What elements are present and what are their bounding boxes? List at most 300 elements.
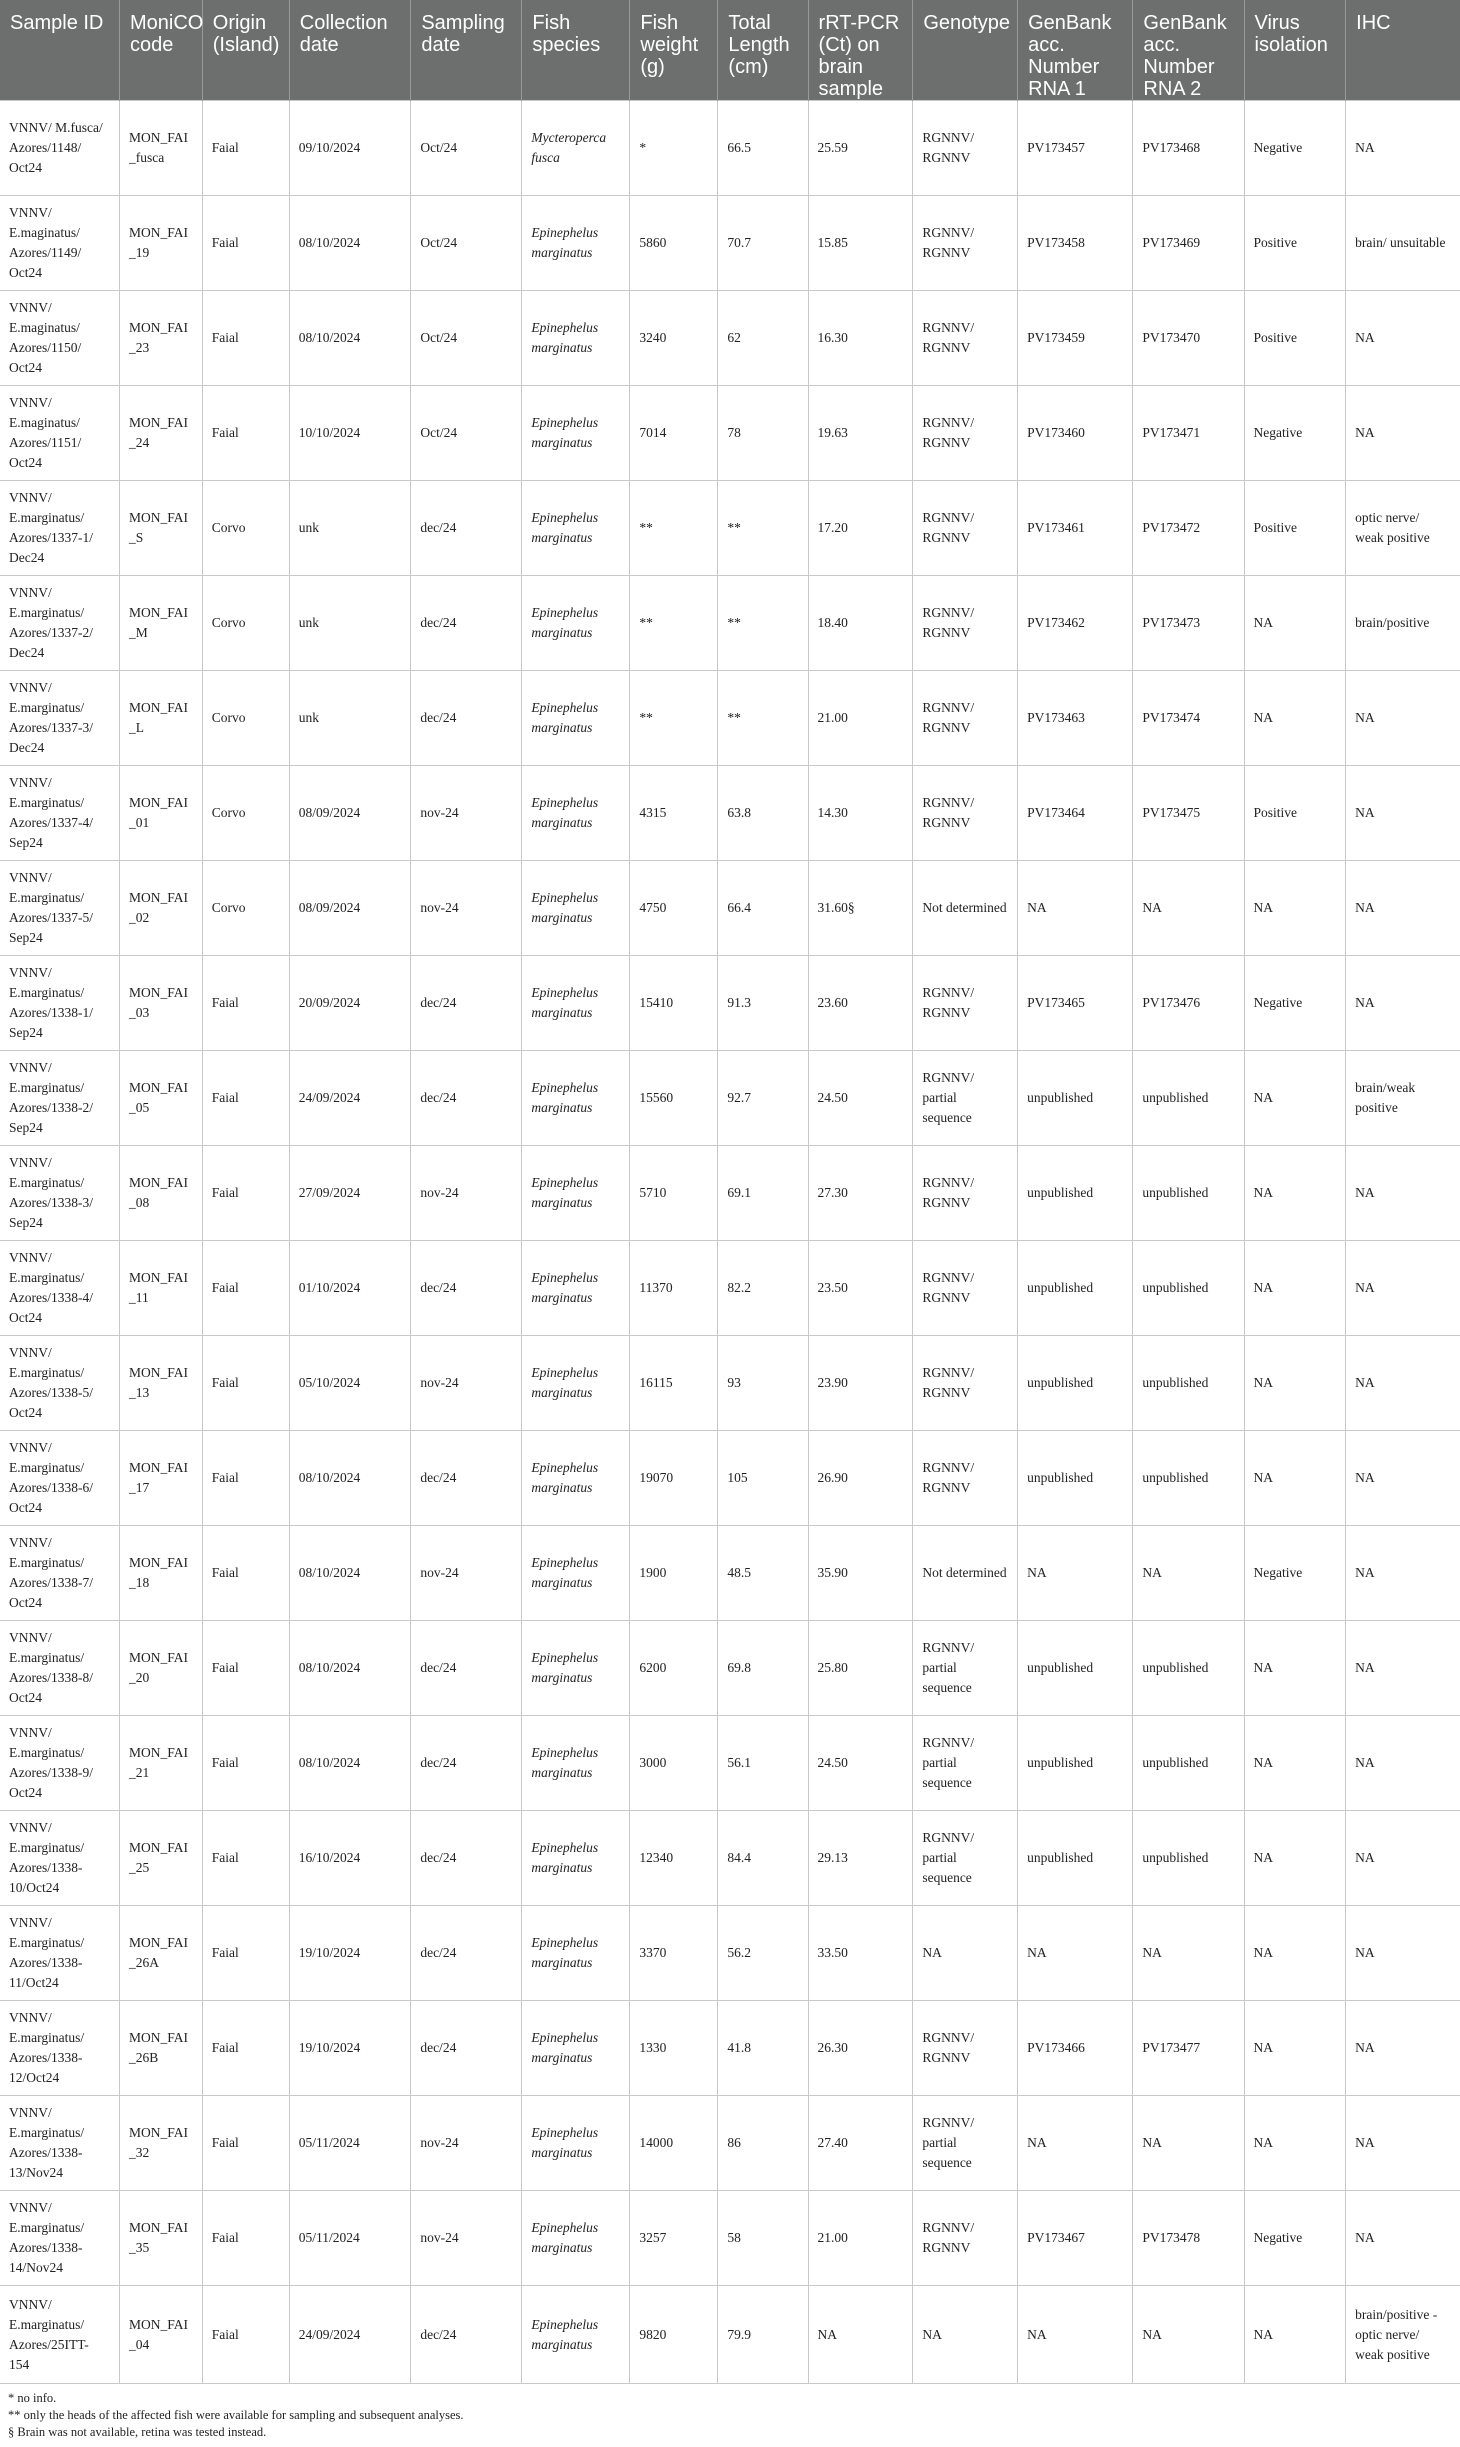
footnote: § Brain was not available, retina was tested instead. [8,2425,267,2439]
sampling-date-cell: dec/24 [411,1241,522,1336]
sampling-date-cell: Oct/24 [411,101,522,196]
collection-date-cell: 24/09/2024 [289,2286,411,2384]
species-cell: Epinephelus marginatus [522,2096,630,2191]
ihc-cell: NA [1346,1431,1460,1526]
species-cell: Epinephelus marginatus [522,1336,630,1431]
weight-cell: 3257 [630,2191,718,2286]
ct-cell: 23.50 [808,1241,913,1336]
ct-cell: 33.50 [808,1906,913,2001]
sampling-date-cell: nov-24 [411,2191,522,2286]
sample-id-cell: VNNV/ E.marginatus/ Azores/1337-3/ Dec24 [0,671,119,766]
genotype-cell: NA [913,2286,1018,2384]
weight-cell: 1900 [630,1526,718,1621]
ct-cell: 21.00 [808,671,913,766]
sampling-date-cell: nov-24 [411,766,522,861]
collection-date-cell: 08/10/2024 [289,291,411,386]
sampling-date-cell: dec/24 [411,2286,522,2384]
genotype-cell: RGNNV/ RGNNV [913,576,1018,671]
weight-cell: 4750 [630,861,718,956]
virus-isolation-cell: Negative [1244,1526,1346,1621]
col-header: Sampling date [411,0,522,101]
genotype-cell: Not determined [913,1526,1018,1621]
species-cell: Epinephelus marginatus [522,766,630,861]
sample-id-cell: VNNV/ E.marginatus/ Azores/1338- 11/Oct24 [0,1906,119,2001]
weight-cell: 16115 [630,1336,718,1431]
weight-cell: 19070 [630,1431,718,1526]
origin-cell: Faial [202,1906,289,2001]
rna1-cell: PV173466 [1018,2001,1133,2096]
ihc-cell: NA [1346,1336,1460,1431]
genotype-cell: RGNNV/ partial sequence [913,1621,1018,1716]
length-cell: 66.4 [718,861,808,956]
rna1-cell: PV173460 [1018,386,1133,481]
virus-isolation-cell: NA [1244,1336,1346,1431]
virus-isolation-cell: Negative [1244,101,1346,196]
rna1-cell: unpublished [1018,1716,1133,1811]
ct-cell: 14.30 [808,766,913,861]
rna2-cell: PV173471 [1133,386,1244,481]
rna1-cell: PV173461 [1018,481,1133,576]
virus-isolation-cell: NA [1244,576,1346,671]
sample-id-cell: VNNV/ E.marginatus/ Azores/1338- 12/Oct24 [0,2001,119,2096]
species-cell: Epinephelus marginatus [522,1051,630,1146]
length-cell: 58 [718,2191,808,2286]
genotype-cell: RGNNV/ RGNNV [913,766,1018,861]
rna1-cell: PV173467 [1018,2191,1133,2286]
rna1-cell: PV173458 [1018,196,1133,291]
monico-code-cell: MON_FAI_24 [119,386,202,481]
sampling-date-cell: dec/24 [411,2001,522,2096]
sampling-date-cell: nov-24 [411,2096,522,2191]
collection-date-cell: 05/10/2024 [289,1336,411,1431]
origin-cell: Corvo [202,861,289,956]
rna1-cell: unpublished [1018,1336,1133,1431]
species-cell: Epinephelus marginatus [522,196,630,291]
monico-code-cell: MON_FAI_32 [119,2096,202,2191]
sample-id-cell: VNNV/ E.marginatus/ Azores/1338-7/ Oct24 [0,1526,119,1621]
rna1-cell: unpublished [1018,1621,1133,1716]
length-cell: 92.7 [718,1051,808,1146]
rna2-cell: PV173478 [1133,2191,1244,2286]
weight-cell: 5860 [630,196,718,291]
sample-id-cell: VNNV/ E.marginatus/ Azores/1338-6/ Oct24 [0,1431,119,1526]
monico-code-cell: MON_FAI_13 [119,1336,202,1431]
sampling-date-cell: Oct/24 [411,196,522,291]
sample-id-cell: VNNV/ E.maginatus/ Azores/1151/ Oct24 [0,386,119,481]
monico-code-cell: MON_FAI_26B [119,2001,202,2096]
rna2-cell: unpublished [1133,1241,1244,1336]
rna1-cell: unpublished [1018,1431,1133,1526]
sampling-date-cell: dec/24 [411,1051,522,1146]
genotype-cell: RGNNV/ RGNNV [913,1336,1018,1431]
ct-cell: 23.60 [808,956,913,1051]
origin-cell: Faial [202,956,289,1051]
length-cell: 84.4 [718,1811,808,1906]
ct-cell: 19.63 [808,386,913,481]
monico-code-cell: MON_FAI_23 [119,291,202,386]
ct-cell: 18.40 [808,576,913,671]
length-cell: 93 [718,1336,808,1431]
origin-cell: Faial [202,1241,289,1336]
rna2-cell: PV173475 [1133,766,1244,861]
genotype-cell: RGNNV/ partial sequence [913,2096,1018,2191]
origin-cell: Faial [202,1051,289,1146]
genotype-cell: RGNNV/ partial sequence [913,1811,1018,1906]
rna2-cell: NA [1133,2286,1244,2384]
monico-code-cell: MON_FAI_11 [119,1241,202,1336]
genotype-cell: RGNNV/ RGNNV [913,291,1018,386]
genotype-cell: Not determined [913,861,1018,956]
rna2-cell: PV173469 [1133,196,1244,291]
monico-code-cell: MON_FAI_21 [119,1716,202,1811]
rna1-cell: unpublished [1018,1051,1133,1146]
ct-cell: 15.85 [808,196,913,291]
virus-isolation-cell: NA [1244,1716,1346,1811]
rna1-cell: unpublished [1018,1146,1133,1241]
genotype-cell: NA [913,1906,1018,2001]
weight-cell: 4315 [630,766,718,861]
sampling-date-cell: dec/24 [411,1811,522,1906]
weight-cell: 6200 [630,1621,718,1716]
sampling-date-cell: nov-24 [411,1526,522,1621]
collection-date-cell: 08/10/2024 [289,1431,411,1526]
rna2-cell: NA [1133,2096,1244,2191]
weight-cell: ** [630,481,718,576]
virus-isolation-cell: NA [1244,1431,1346,1526]
origin-cell: Faial [202,2191,289,2286]
virus-isolation-cell: Negative [1244,386,1346,481]
rna1-cell: PV173459 [1018,291,1133,386]
col-header: Total Length (cm) [718,0,808,101]
ct-cell: 17.20 [808,481,913,576]
rna1-cell: unpublished [1018,1811,1133,1906]
sample-id-cell: VNNV/ E.marginatus/ Azores/1338- 10/Oct24 [0,1811,119,1906]
table-row [0,2286,1460,2384]
genotype-cell: RGNNV/ RGNNV [913,481,1018,576]
col-header: rRT-PCR (Ct) on brain sample [808,0,913,101]
ct-cell: 23.90 [808,1336,913,1431]
collection-date-cell: 08/10/2024 [289,1621,411,1716]
ct-cell: NA [808,2286,913,2384]
length-cell: 41.8 [718,2001,808,2096]
virus-isolation-cell: Positive [1244,766,1346,861]
length-cell: 62 [718,291,808,386]
sample-id-cell: VNNV/ E.marginatus/ Azores/1338-3/ Sep24 [0,1146,119,1241]
genotype-cell: RGNNV/ RGNNV [913,2001,1018,2096]
table-row [0,1051,1460,1146]
collection-date-cell: 05/11/2024 [289,2096,411,2191]
footnotes [0,2384,1460,2447]
length-cell: 63.8 [718,766,808,861]
ct-cell: 27.40 [808,2096,913,2191]
table-row [0,1716,1460,1811]
sample-id-cell: VNNV/ E.marginatus/ Azores/1338-4/ Oct24 [0,1241,119,1336]
genotype-cell: RGNNV/ RGNNV [913,2191,1018,2286]
ihc-cell: NA [1346,1906,1460,2001]
collection-date-cell: 19/10/2024 [289,1906,411,2001]
sampling-date-cell: nov-24 [411,1146,522,1241]
species-cell: Epinephelus marginatus [522,2001,630,2096]
rna2-cell: unpublished [1133,1811,1244,1906]
sample-id-cell: VNNV/ M.fusca/ Azores/1148/ Oct24 [0,101,119,196]
virus-isolation-cell: NA [1244,1051,1346,1146]
col-header: GenBank acc. Number RNA 2 [1133,0,1244,101]
rna1-cell: NA [1018,861,1133,956]
species-cell: Epinephelus marginatus [522,861,630,956]
species-cell: Epinephelus marginatus [522,291,630,386]
rna2-cell: PV173473 [1133,576,1244,671]
ihc-cell: NA [1346,386,1460,481]
collection-date-cell: 08/10/2024 [289,196,411,291]
species-cell: Epinephelus marginatus [522,1621,630,1716]
collection-date-cell: 20/09/2024 [289,956,411,1051]
origin-cell: Corvo [202,576,289,671]
genotype-cell: RGNNV/ RGNNV [913,1431,1018,1526]
virus-isolation-cell: Positive [1244,291,1346,386]
ihc-cell: NA [1346,1526,1460,1621]
rna2-cell: NA [1133,1906,1244,2001]
rna2-cell: unpublished [1133,1716,1244,1811]
ihc-cell: NA [1346,671,1460,766]
weight-cell: 14000 [630,2096,718,2191]
sample-id-cell: VNNV/ E.marginatus/ Azores/1337-2/ Dec24 [0,576,119,671]
rna2-cell: unpublished [1133,1146,1244,1241]
sample-id-cell: VNNV/ E.marginatus/ Azores/1338-9/ Oct24 [0,1716,119,1811]
col-header: Fish weight (g) [630,0,718,101]
species-cell: Epinephelus marginatus [522,386,630,481]
table-row [0,101,1460,196]
collection-date-cell: 10/10/2024 [289,386,411,481]
weight-cell: 12340 [630,1811,718,1906]
origin-cell: Faial [202,2096,289,2191]
table-row [0,576,1460,671]
table-row [0,386,1460,481]
table-body [0,101,1460,2384]
sample-id-cell: VNNV/ E.marginatus/ Azores/1337-1/ Dec24 [0,481,119,576]
table-row [0,671,1460,766]
virus-isolation-cell: NA [1244,1621,1346,1716]
monico-code-cell: MON_FAI_S [119,481,202,576]
monico-code-cell: MON_FAI_01 [119,766,202,861]
weight-cell: 9820 [630,2286,718,2384]
rna2-cell: PV173476 [1133,956,1244,1051]
collection-date-cell: 09/10/2024 [289,101,411,196]
collection-date-cell: 08/09/2024 [289,766,411,861]
col-header: Origin (Island) [202,0,289,101]
ihc-cell: NA [1346,1716,1460,1811]
origin-cell: Corvo [202,481,289,576]
origin-cell: Faial [202,1146,289,1241]
origin-cell: Faial [202,196,289,291]
ihc-cell: NA [1346,291,1460,386]
col-header: Genotype [913,0,1018,101]
ihc-cell: brain/positive [1346,576,1460,671]
monico-code-cell: MON_FAI_05 [119,1051,202,1146]
origin-cell: Faial [202,1716,289,1811]
ihc-cell: NA [1346,2096,1460,2191]
rna1-cell: NA [1018,2096,1133,2191]
length-cell: ** [718,481,808,576]
species-cell: Epinephelus marginatus [522,576,630,671]
origin-cell: Corvo [202,766,289,861]
species-cell: Epinephelus marginatus [522,1811,630,1906]
rna1-cell: PV173462 [1018,576,1133,671]
species-cell: Epinephelus marginatus [522,1431,630,1526]
genotype-cell: RGNNV/ RGNNV [913,101,1018,196]
table-row [0,1621,1460,1716]
collection-date-cell: 05/11/2024 [289,2191,411,2286]
monico-code-cell: MON_FAI_04 [119,2286,202,2384]
origin-cell: Faial [202,291,289,386]
table-row [0,1336,1460,1431]
ct-cell: 24.50 [808,1716,913,1811]
ihc-cell: brain/weak positive [1346,1051,1460,1146]
origin-cell: Faial [202,1526,289,1621]
genotype-cell: RGNNV/ RGNNV [913,956,1018,1051]
rna2-cell: unpublished [1133,1051,1244,1146]
sampling-date-cell: dec/24 [411,576,522,671]
collection-date-cell: unk [289,671,411,766]
virus-isolation-cell: NA [1244,1906,1346,2001]
virus-isolation-cell: Positive [1244,481,1346,576]
ct-cell: 26.30 [808,2001,913,2096]
monico-code-cell: MON_FAI_L [119,671,202,766]
length-cell: 78 [718,386,808,481]
monico-code-cell: MON_FAI_fusca [119,101,202,196]
table-row [0,1146,1460,1241]
collection-date-cell: 08/10/2024 [289,1716,411,1811]
table-row [0,861,1460,956]
rna1-cell: PV173465 [1018,956,1133,1051]
table-row [0,291,1460,386]
monico-code-cell: MON_FAI_25 [119,1811,202,1906]
sampling-date-cell: nov-24 [411,861,522,956]
ct-cell: 35.90 [808,1526,913,1621]
col-header: Sample ID [0,0,119,101]
ihc-cell: NA [1346,1146,1460,1241]
table-row [0,1241,1460,1336]
table-row [0,956,1460,1051]
virus-isolation-cell: NA [1244,2001,1346,2096]
ihc-cell: NA [1346,861,1460,956]
species-cell: Epinephelus marginatus [522,481,630,576]
rna1-cell: PV173463 [1018,671,1133,766]
genotype-cell: RGNNV/ partial sequence [913,1716,1018,1811]
sampling-date-cell: dec/24 [411,671,522,766]
length-cell: 69.8 [718,1621,808,1716]
ct-cell: 26.90 [808,1431,913,1526]
virus-isolation-cell: NA [1244,1146,1346,1241]
weight-cell: 5710 [630,1146,718,1241]
monico-code-cell: MON_FAI_17 [119,1431,202,1526]
rna2-cell: PV173472 [1133,481,1244,576]
monico-code-cell: MON_FAI_18 [119,1526,202,1621]
length-cell: 56.2 [718,1906,808,2001]
virus-isolation-cell: Negative [1244,2191,1346,2286]
virus-isolation-cell: NA [1244,2286,1346,2384]
collection-date-cell: unk [289,576,411,671]
monico-code-cell: MON_FAI_08 [119,1146,202,1241]
ihc-cell: NA [1346,2191,1460,2286]
sample-id-cell: VNNV/ E.marginatus/ Azores/1338-5/ Oct24 [0,1336,119,1431]
origin-cell: Faial [202,1811,289,1906]
sampling-date-cell: dec/24 [411,1621,522,1716]
length-cell: 69.1 [718,1146,808,1241]
ct-cell: 31.60§ [808,861,913,956]
collection-date-cell: 01/10/2024 [289,1241,411,1336]
origin-cell: Faial [202,1431,289,1526]
sample-id-cell: VNNV/ E.marginatus/ Azores/1338- 13/Nov24 [0,2096,119,2191]
length-cell: 91.3 [718,956,808,1051]
col-header: Collection date [289,0,411,101]
rna1-cell: unpublished [1018,1241,1133,1336]
monico-code-cell: MON_FAI_20 [119,1621,202,1716]
weight-cell: 15560 [630,1051,718,1146]
ihc-cell: NA [1346,766,1460,861]
length-cell: 79.9 [718,2286,808,2384]
origin-cell: Faial [202,2286,289,2384]
col-header: Virus isolation [1244,0,1346,101]
species-cell: Epinephelus marginatus [522,1146,630,1241]
rna2-cell: unpublished [1133,1431,1244,1526]
ct-cell: 29.13 [808,1811,913,1906]
rna2-cell: NA [1133,861,1244,956]
length-cell: 82.2 [718,1241,808,1336]
col-header: MoniCO code [119,0,202,101]
ihc-cell: NA [1346,2001,1460,2096]
rna2-cell: unpublished [1133,1621,1244,1716]
weight-cell: * [630,101,718,196]
species-cell: Epinephelus marginatus [522,956,630,1051]
rna1-cell: NA [1018,1906,1133,2001]
species-cell: Epinephelus marginatus [522,671,630,766]
species-cell: Epinephelus marginatus [522,1526,630,1621]
genotype-cell: RGNNV/ RGNNV [913,386,1018,481]
monico-code-cell: MON_FAI_35 [119,2191,202,2286]
header-row [0,0,1460,101]
collection-date-cell: 16/10/2024 [289,1811,411,1906]
sampling-date-cell: dec/24 [411,1716,522,1811]
monico-code-cell: MON_FAI_M [119,576,202,671]
monico-code-cell: MON_FAI_02 [119,861,202,956]
monico-code-cell: MON_FAI_26A [119,1906,202,2001]
ihc-cell: NA [1346,1811,1460,1906]
sampling-date-cell: dec/24 [411,481,522,576]
table-row [0,766,1460,861]
ct-cell: 25.80 [808,1621,913,1716]
species-cell: Mycteroperca fusca [522,101,630,196]
genotype-cell: RGNNV/ partial sequence [913,1051,1018,1146]
length-cell: 70.7 [718,196,808,291]
virus-isolation-cell: NA [1244,861,1346,956]
weight-cell: ** [630,671,718,766]
sampling-date-cell: nov-24 [411,1336,522,1431]
table-row [0,481,1460,576]
species-cell: Epinephelus marginatus [522,2286,630,2384]
rna2-cell: PV173474 [1133,671,1244,766]
sample-id-cell: VNNV/ E.marginatus/ Azores/1338-1/ Sep24 [0,956,119,1051]
origin-cell: Faial [202,1336,289,1431]
col-header: IHC [1346,0,1460,101]
ct-cell: 24.50 [808,1051,913,1146]
sample-id-cell: VNNV/ E.marginatus/ Azores/1337-5/ Sep24 [0,861,119,956]
ihc-cell: NA [1346,1621,1460,1716]
weight-cell: 15410 [630,956,718,1051]
genotype-cell: RGNNV/ RGNNV [913,1146,1018,1241]
footnote: * no info. [8,2391,57,2405]
sample-id-cell: VNNV/ E.marginatus/ Azores/1338-8/ Oct24 [0,1621,119,1716]
ihc-cell: NA [1346,1241,1460,1336]
